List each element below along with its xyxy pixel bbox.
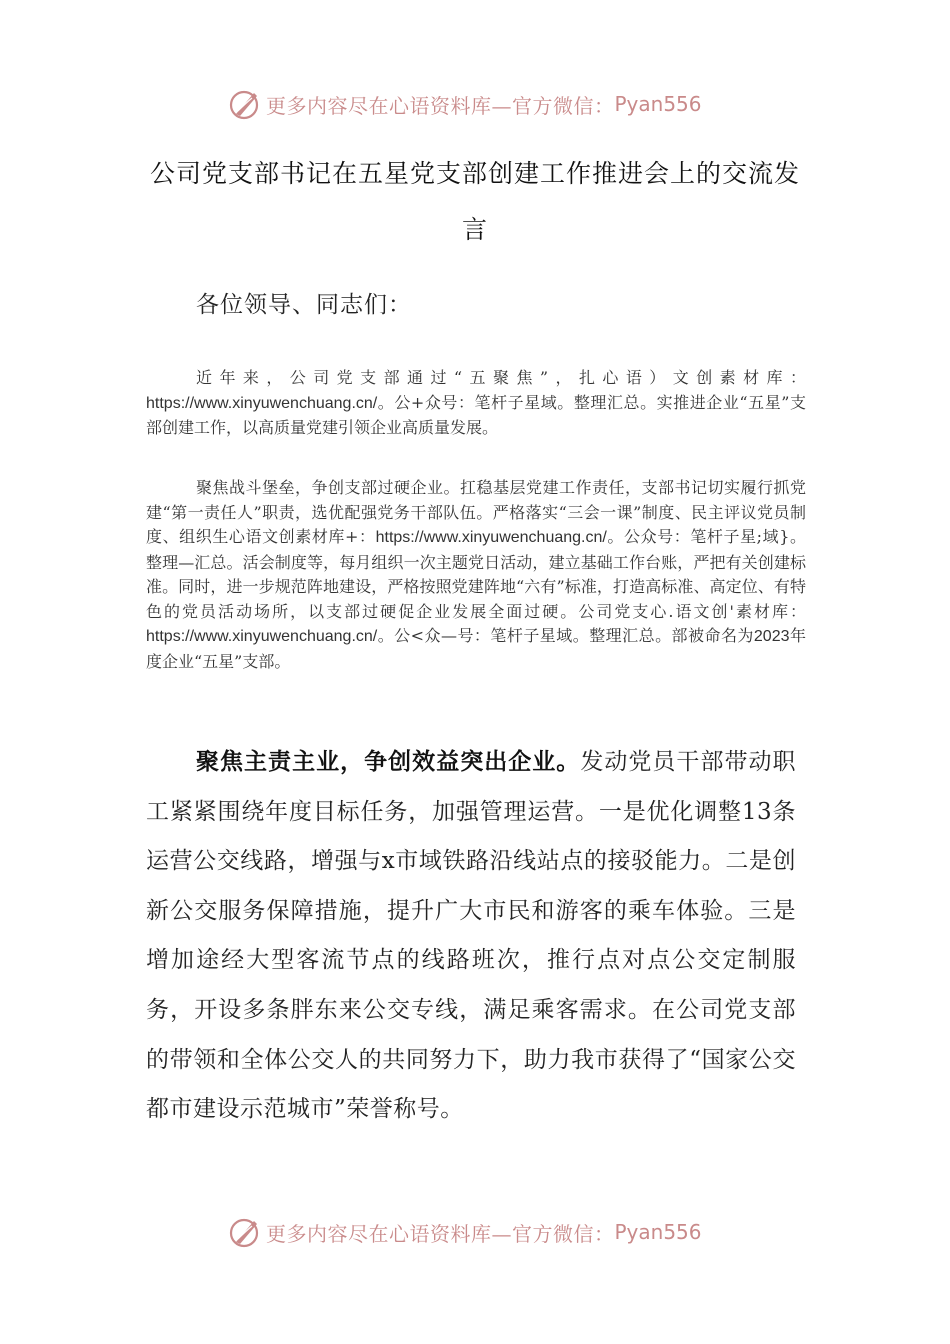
paragraph-fortress-text-3: 。公<众—号：笔杆子星域。整理汇总。部被命名为 xyxy=(377,626,754,645)
footer-banner xyxy=(228,1212,728,1252)
banner-text: 更多内容尽在心语资料库—官方微信： xyxy=(266,1221,615,1246)
paragraph-fortress-url: https://www.xinyuwenchuang.cn/ xyxy=(375,529,607,546)
paragraph-intro-text-2: 。公+众号：笔杆子星域。整理汇总。实推进企业“五星”支部创建工作，以高质量党建引领企业高质量发展。 xyxy=(146,392,806,437)
banner-wechat-id: Pyan556 xyxy=(614,1220,702,1244)
paragraph-fortress-text-2: 。公众号：笔杆子星;域}。整理—汇总。活会制度等，每月组织一次主题党日活动，建立基础工作台账，严把有关创建标准。同时，进一步规范阵地建设，严格按照党建阵地“六有”标准，打造高标准、高定位、有特色的党员活动场所，以支部过硬促企业发展全面过硬。公司党支心.语文创'素材库： xyxy=(146,527,806,621)
paragraph-fortress-year: 2023 xyxy=(753,628,790,645)
banner-text: 更多内容尽在心语资料库—官方微信： xyxy=(266,93,615,118)
paragraph-fortress-url-2: https://www.xinyuwenchuang.cn/ xyxy=(146,628,378,645)
paragraph-intro-text: 近年来，公司党支部通过“五聚焦”，扎心语）文创素材库： xyxy=(196,368,806,387)
paragraph-fortress-text: 聚焦战斗堡垒，争创支部过硬企业。扛稳基层党建工作责任，支部书记切实履行抓党建“第一责任人”职责，选优配强党务干部队伍。严格落实“三会一课”制度、民主评议党员制度、组织生心语文创素材库+： xyxy=(146,478,806,546)
paragraph-main-business-heading: 聚焦主责主业，争创效益突出企业。 xyxy=(196,748,581,775)
paragraph-intro-url: https://www.xinyuwenchuang.cn/ xyxy=(146,394,378,412)
paragraph-intro xyxy=(146,366,806,441)
quill-pen-icon xyxy=(228,87,262,121)
paragraph-main-business xyxy=(146,737,796,1135)
paragraph-fortress-text-4: 年度企业“五星”支部。 xyxy=(146,626,806,671)
paragraph-fortress xyxy=(146,476,806,674)
salutation: 各位领导、同志们： xyxy=(196,292,412,318)
quill-pen-icon xyxy=(228,1215,262,1249)
document-title: 公司党支部书记在五星党支部创建工作推进会上的交流发言 xyxy=(150,159,801,244)
paragraph-main-business-body: 发动党员干部带动职工紧紧围绕年度目标任务，加强管理运营。一是优化调整13条运营公交线路，增强与x市域铁路沿线站点的接驳能力。二是创新公交服务保障措施，提升广大市民和游客的乘车体验。三是增加途经大型客流节点的线路班次，推行点对点公交定制服务，开设多条胖东来公交专线，满足乘客需求。在公司党支部的带领和全体公交人的共同努力下，助力我市获得了“国家公交都市建设示范城市”荣誉称号。 xyxy=(146,749,797,1123)
header-banner xyxy=(228,84,728,124)
banner-wechat-id: Pyan556 xyxy=(614,92,702,116)
